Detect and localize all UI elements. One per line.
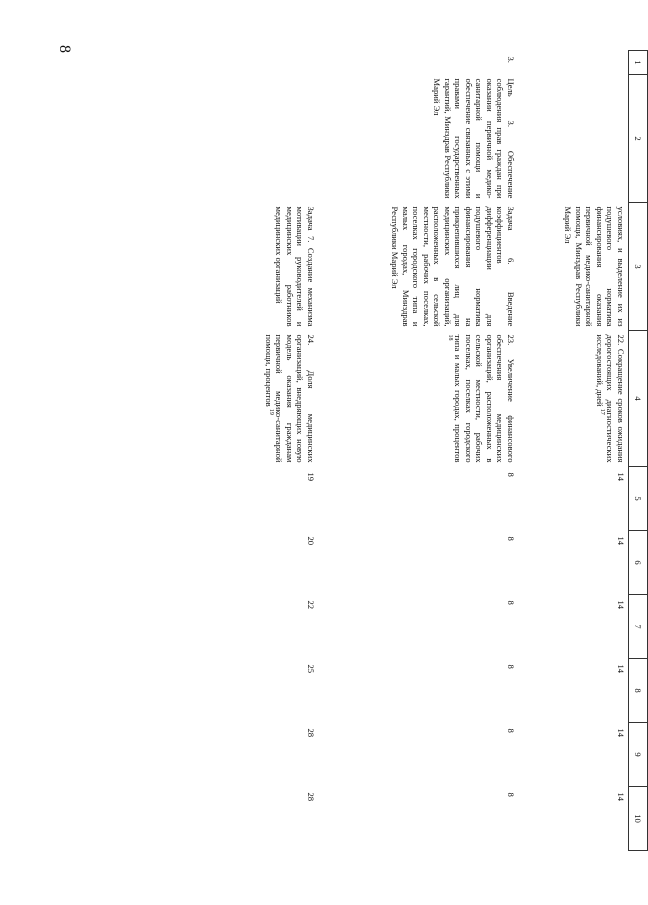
value-cell: 28 <box>305 728 316 738</box>
table-row <box>164 51 318 851</box>
value-cell: 25 <box>305 664 316 674</box>
footnote-ref: 18 <box>446 334 453 341</box>
row-number <box>518 51 629 75</box>
value-cell: 8 <box>505 472 516 477</box>
indicator-cell <box>164 331 318 467</box>
value-cell: 28 <box>305 792 316 802</box>
header-cell: 3 <box>628 203 647 331</box>
row-number <box>164 51 318 75</box>
header-cell: 4 <box>628 331 647 467</box>
table-row <box>318 51 518 851</box>
value-cell: 8 <box>505 664 516 669</box>
value-cell: 14 <box>615 472 626 482</box>
goal-cell: Цель 3. Обеспечение соблюдения прав граждан при оказании первичной медико-санитарной помощи и обеспечение связанных с этими правами государственных гарантий, Минздрав Республики Марий Эл <box>432 78 516 199</box>
value-cell: 14 <box>615 600 626 610</box>
footnote-ref: 19 <box>267 408 274 415</box>
indicator-text: 22. Сокращение сроков ожидания дорогостоящих диагностических исследований, дней <box>594 334 626 463</box>
header-cell: 6 <box>628 531 647 595</box>
value-cell: 14 <box>615 792 626 802</box>
header-cell: 1 <box>628 51 647 75</box>
value-cell: 8 <box>505 536 516 541</box>
goal-cell <box>164 75 318 203</box>
rotated-table-container <box>118 50 648 850</box>
page-number: 8 <box>56 45 73 53</box>
value-cell: 14 <box>615 536 626 546</box>
header-cell: 9 <box>628 723 647 787</box>
header-cell: 8 <box>628 659 647 723</box>
header-cell: 10 <box>628 787 647 851</box>
indicators-table <box>164 50 648 851</box>
value-cell: 20 <box>305 536 316 546</box>
indicator-cell <box>518 331 629 467</box>
indicator-text: 23. Увеличение финансового обеспечения медицинских организаций, расположенных в сельской местности, рабочих поселках, поселках городского типа и малых городах, процентов <box>453 334 516 463</box>
indicator-text: 24. Доля медицинских организаций, внедряющих новую модель оказания гражданам первичной медико-санитарной помощи, процентов <box>263 334 316 463</box>
header-cell: 2 <box>628 75 647 203</box>
value-cell: 8 <box>505 728 516 733</box>
value-cell: 14 <box>615 728 626 738</box>
value-cell: 8 <box>505 792 516 797</box>
value-cell: 19 <box>305 472 316 482</box>
footnote-ref: 17 <box>598 408 605 415</box>
task-cell: условиях, и выделение их из подушевого норматива финансирования оказания первичной медико-санитарной помощи, Минздрав Республики Марий Эл <box>563 206 626 327</box>
header-cell: 5 <box>628 467 647 531</box>
indicator-cell <box>318 331 518 467</box>
value-cell: 22 <box>305 600 316 610</box>
row-number: 3. <box>505 56 516 63</box>
value-cell: 14 <box>615 664 626 674</box>
header-row <box>628 51 647 851</box>
task-cell: Задача 7. Создание механизма мотивации руководителей и медицинских работников медицинских организаций <box>274 206 316 327</box>
task-cell: Задача 6. Введение коэффициентов дифференциации для подушевого норматива финансирования на прикрепившихся лиц для медицинских организаций, расположенных в сельской местности, рабочих поселках, поселках городского типа и малых городах, Минздрав Республики Марий Эл <box>390 206 516 327</box>
table-row <box>518 51 629 851</box>
value-cell: 8 <box>505 600 516 605</box>
goal-cell <box>518 75 629 203</box>
header-cell: 7 <box>628 595 647 659</box>
